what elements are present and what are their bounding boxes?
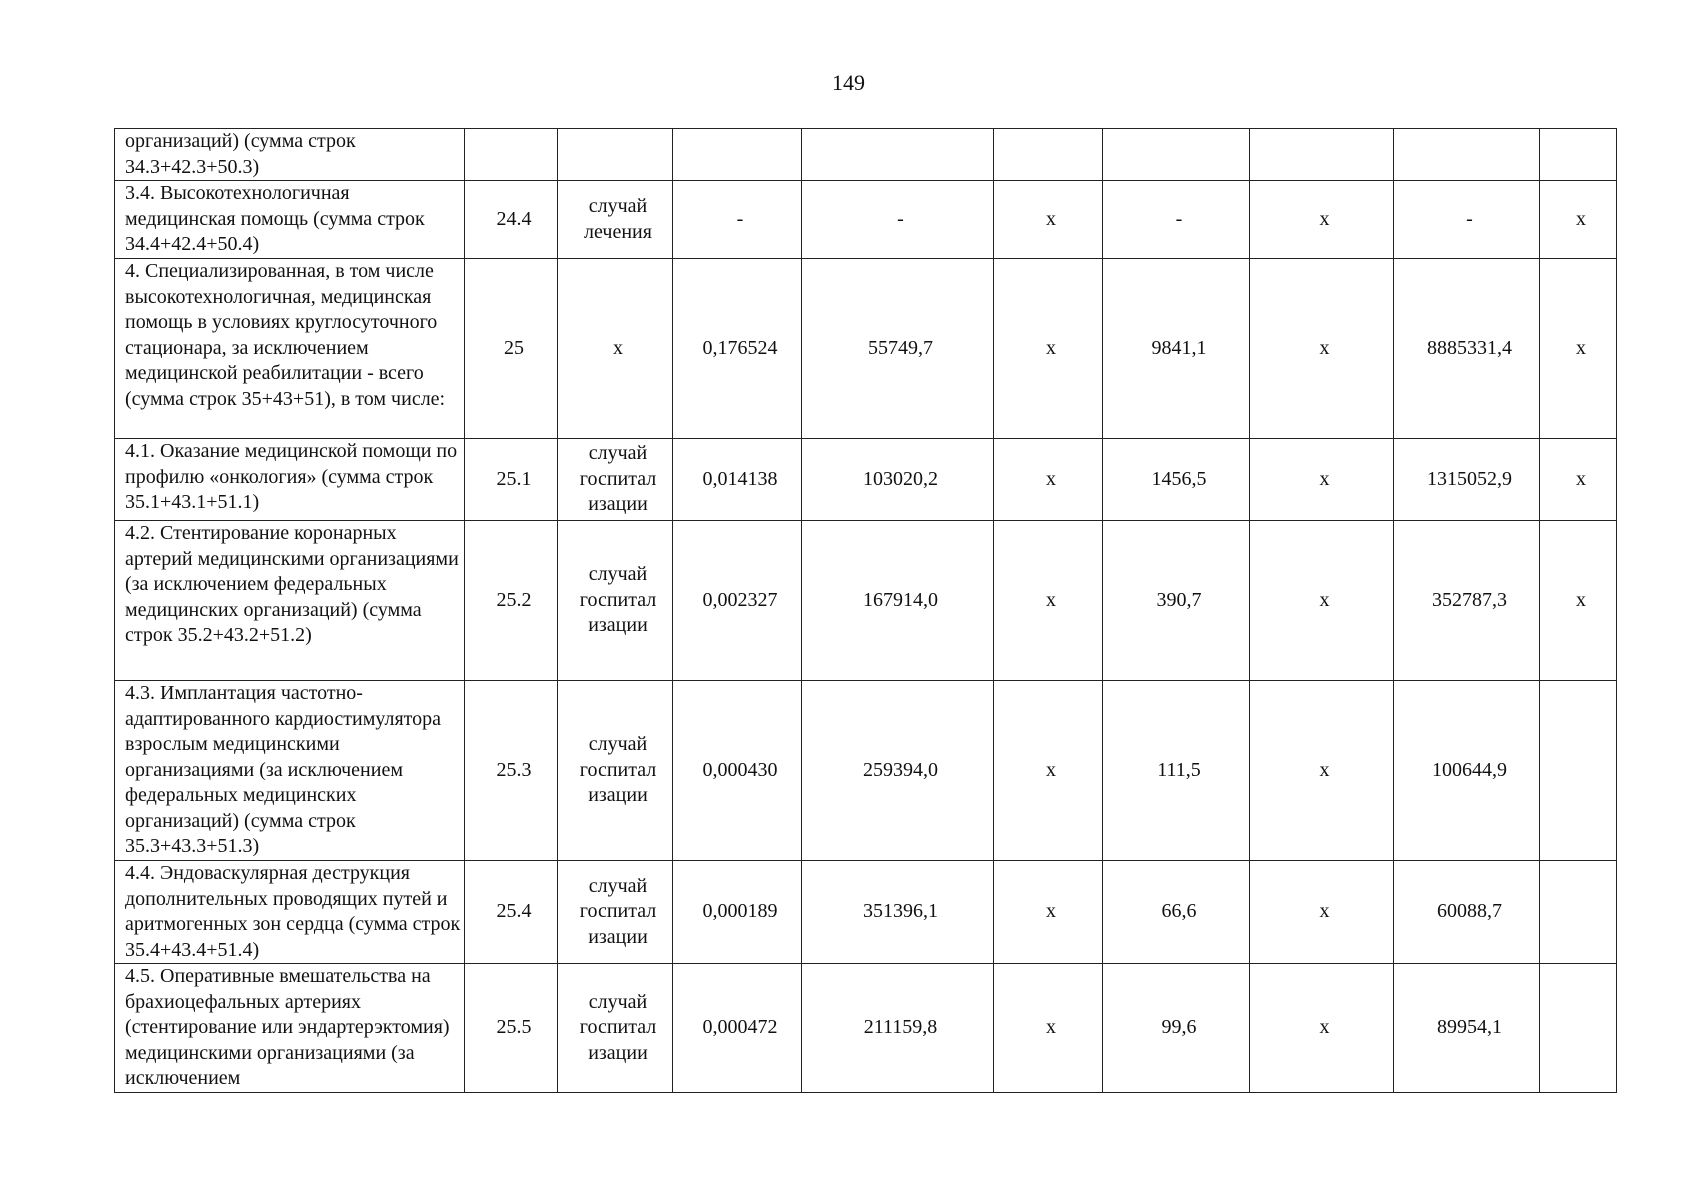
value-cell: x — [1540, 181, 1617, 259]
row-name-cell: 4.2. Стентирование коронарных артерий медицинскими организациями (за исключением федеральных медицинских организаций) (сумма строк 35.2+43.2+51.2) — [115, 521, 465, 681]
unit-cell: случай госпитал изации — [558, 521, 673, 681]
value-cell: x — [994, 681, 1103, 861]
value-cell — [673, 129, 802, 181]
value-cell: 89954,1 — [1394, 964, 1540, 1093]
row-number-cell: 24.4 — [465, 181, 558, 259]
value-cell: 99,6 — [1103, 964, 1250, 1093]
row-name-cell: 4.5. Оперативные вмешательства на брахиоцефальных артериях (стентирование или эндартерэктомия) медицинскими организациями (за исключением — [115, 964, 465, 1093]
unit-cell: случай госпитал изации — [558, 439, 673, 521]
value-cell — [1103, 129, 1250, 181]
table-row — [115, 861, 1617, 964]
row-number-cell: 25 — [465, 259, 558, 439]
value-cell: 9841,1 — [1103, 259, 1250, 439]
value-cell: x — [994, 964, 1103, 1093]
value-cell: - — [1103, 181, 1250, 259]
value-cell: 0,176524 — [673, 259, 802, 439]
row-name-cell: организаций) (сумма строк 34.3+42.3+50.3) — [115, 129, 465, 181]
value-cell: 0,000472 — [673, 964, 802, 1093]
value-cell — [994, 129, 1103, 181]
value-cell: - — [673, 181, 802, 259]
value-cell: 0,000430 — [673, 681, 802, 861]
value-cell: x — [1540, 259, 1617, 439]
value-cell: x — [1250, 181, 1394, 259]
row-name-cell: 4. Специализированная, в том числе высокотехнологичная, медицинская помощь в условиях круглосуточного стационара, за исключением медицинской реабилитации - всего (сумма строк 35+43+51), в том числе: — [115, 259, 465, 439]
value-cell: 55749,7 — [802, 259, 994, 439]
value-cell — [1250, 129, 1394, 181]
value-cell — [802, 129, 994, 181]
value-cell: 60088,7 — [1394, 861, 1540, 964]
value-cell: 352787,3 — [1394, 521, 1540, 681]
row-number-cell: 25.4 — [465, 861, 558, 964]
unit-cell — [558, 129, 673, 181]
value-cell: 0,002327 — [673, 521, 802, 681]
value-cell: 8885331,4 — [1394, 259, 1540, 439]
value-cell: x — [1540, 521, 1617, 681]
value-cell: 0,000189 — [673, 861, 802, 964]
value-cell: 1456,5 — [1103, 439, 1250, 521]
value-cell: 351396,1 — [802, 861, 994, 964]
row-name-cell: 3.4. Высокотехнологичная медицинская помощь (сумма строк 34.4+42.4+50.4) — [115, 181, 465, 259]
value-cell: 259394,0 — [802, 681, 994, 861]
value-cell: - — [802, 181, 994, 259]
row-name-cell: 4.4. Эндоваскулярная деструкция дополнительных проводящих путей и аритмогенных зон сердца (сумма строк 35.4+43.4+51.4) — [115, 861, 465, 964]
value-cell: x — [1250, 521, 1394, 681]
value-cell: x — [1250, 259, 1394, 439]
value-cell: x — [994, 259, 1103, 439]
row-name-cell: 4.1. Оказание медицинской помощи по профилю «онкология» (сумма строк 35.1+43.1+51.1) — [115, 439, 465, 521]
row-name-cell: 4.3. Имплантация частотно-адаптированного кардиостимулятора взрослым медицинскими организациями (за исключением федеральных медицинских организаций) (сумма строк 35.3+43.3+51.3) — [115, 681, 465, 861]
value-cell: 100644,9 — [1394, 681, 1540, 861]
value-cell: 390,7 — [1103, 521, 1250, 681]
value-cell — [1540, 129, 1617, 181]
value-cell: x — [1250, 964, 1394, 1093]
page-number: 149 — [832, 70, 865, 95]
value-cell: x — [994, 181, 1103, 259]
value-cell: 1315052,9 — [1394, 439, 1540, 521]
table-row — [115, 129, 1617, 181]
row-number-cell: 25.1 — [465, 439, 558, 521]
value-cell: x — [1250, 861, 1394, 964]
value-cell: x — [994, 439, 1103, 521]
row-number-cell: 25.2 — [465, 521, 558, 681]
data-table — [114, 128, 1617, 1093]
value-cell: x — [1540, 439, 1617, 521]
value-cell — [1540, 861, 1617, 964]
value-cell: - — [1394, 181, 1540, 259]
value-cell — [1540, 964, 1617, 1093]
table-row — [115, 181, 1617, 259]
table-row — [115, 439, 1617, 521]
value-cell: 103020,2 — [802, 439, 994, 521]
table-row — [115, 521, 1617, 681]
value-cell — [1394, 129, 1540, 181]
row-number-cell — [465, 129, 558, 181]
value-cell: x — [1250, 681, 1394, 861]
row-number-cell: 25.5 — [465, 964, 558, 1093]
value-cell: x — [994, 861, 1103, 964]
value-cell: x — [1250, 439, 1394, 521]
row-number-cell: 25.3 — [465, 681, 558, 861]
table-row — [115, 964, 1617, 1093]
unit-cell: случай лечения — [558, 181, 673, 259]
table-row — [115, 259, 1617, 439]
unit-cell: случай госпитал изации — [558, 964, 673, 1093]
value-cell: 211159,8 — [802, 964, 994, 1093]
unit-cell: x — [558, 259, 673, 439]
value-cell: 111,5 — [1103, 681, 1250, 861]
value-cell — [1540, 681, 1617, 861]
unit-cell: случай госпитал изации — [558, 681, 673, 861]
table-row — [115, 681, 1617, 861]
value-cell: 0,014138 — [673, 439, 802, 521]
value-cell: x — [994, 521, 1103, 681]
value-cell: 66,6 — [1103, 861, 1250, 964]
unit-cell: случай госпитал изации — [558, 861, 673, 964]
value-cell: 167914,0 — [802, 521, 994, 681]
